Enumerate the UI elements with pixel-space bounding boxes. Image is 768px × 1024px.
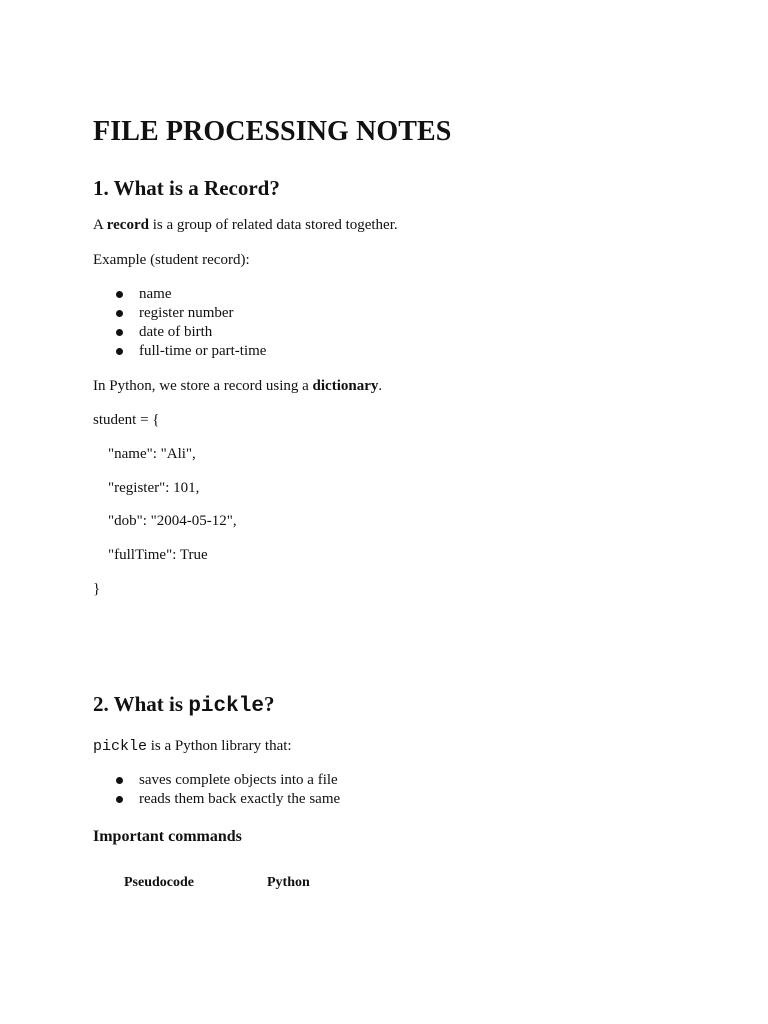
record-definition-post: is a group of related data stored together. xyxy=(148,217,398,233)
pickle-definition xyxy=(93,737,292,756)
section-2-heading-post: ? xyxy=(263,692,275,716)
pickle-inline-code: pickle xyxy=(93,738,148,755)
python-note-pre: In Python, we store a record using a xyxy=(93,378,313,394)
commands-heading: Important commands xyxy=(93,828,242,845)
pickle-code-term: pickle xyxy=(188,695,264,718)
list-item: saves complete objects into a file xyxy=(93,771,340,790)
section-2-heading-pre: 2. What is xyxy=(93,692,189,716)
list-item: reads them back exactly the same xyxy=(93,790,340,809)
pickle-features-list xyxy=(93,771,340,809)
pickle-definition-post: is a Python library that: xyxy=(147,738,292,754)
python-note-post: . xyxy=(378,378,383,394)
dictionary-term: dictionary xyxy=(312,378,379,394)
code-line: "fullTime": True xyxy=(108,547,208,563)
code-line-close: } xyxy=(93,581,101,597)
table-header-pseudocode: Pseudocode xyxy=(124,875,194,890)
record-fields-list xyxy=(93,285,266,361)
code-line: "dob": "2004-05-12", xyxy=(108,513,237,529)
record-definition xyxy=(93,216,398,234)
python-dictionary-note xyxy=(93,377,382,395)
page-title: FILE PROCESSING NOTES xyxy=(93,116,452,147)
code-line: "name": "Ali", xyxy=(108,446,196,462)
record-term: record xyxy=(106,217,149,233)
section-1-heading: 1. What is a Record? xyxy=(93,176,280,200)
record-definition-pre: A xyxy=(93,217,107,233)
list-item: full-time or part-time xyxy=(93,342,266,361)
code-line: "register": 101, xyxy=(108,480,200,496)
list-item: name xyxy=(93,285,266,304)
list-item: date of birth xyxy=(93,323,266,342)
code-line-open: student = { xyxy=(93,412,160,428)
list-item: register number xyxy=(93,304,266,323)
section-2-heading xyxy=(93,692,274,718)
example-label: Example (student record): xyxy=(93,252,250,268)
table-header-python: Python xyxy=(267,875,310,890)
